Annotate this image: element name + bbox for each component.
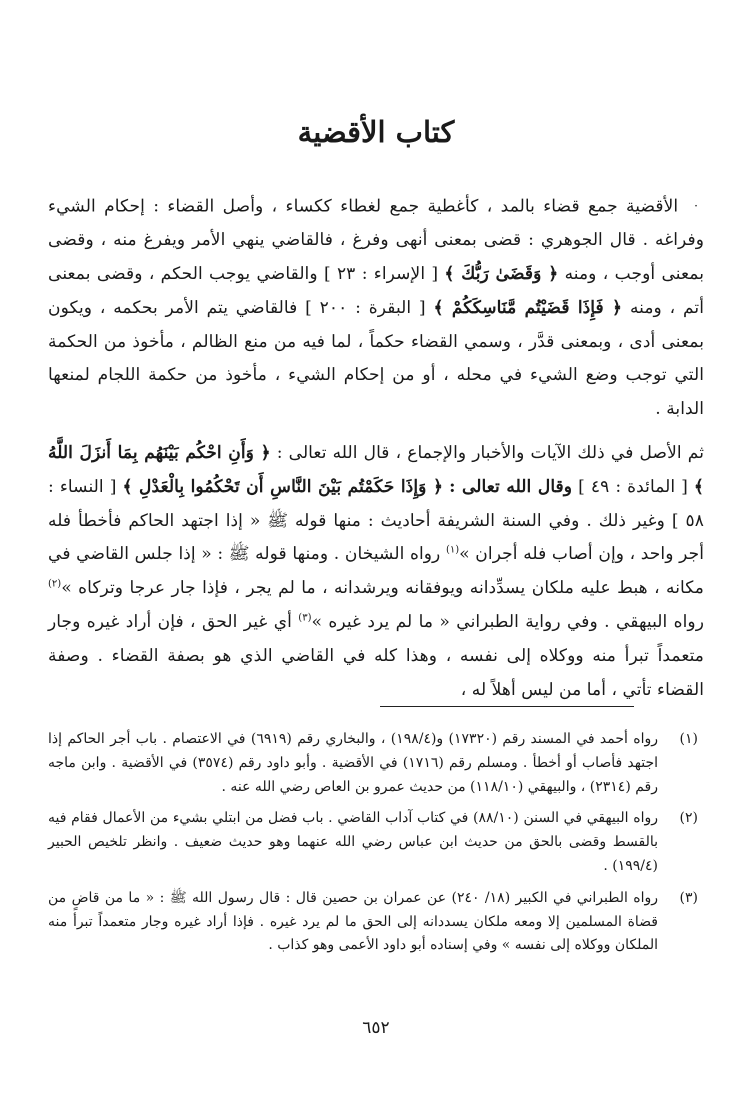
verse-reference: [ المائدة : ٤٩ ]	[578, 476, 688, 497]
verse-reference: [ البقرة : ٢٠٠ ]	[305, 297, 426, 318]
paragraph-definition	[48, 190, 704, 427]
text-segment: الأقضية جمع قضاء بالمد ، كأغطية جمع لغطاء ككساء ، وأصل القضاء : إحكام الشيء وفراغه . قال الجوهري : قضى بمعنى أنهى وفرغ ، فالقاضي ينهي الأمر ويفرغ منه ، وقضى بمعنى أوجب ، ومنه	[48, 196, 705, 284]
footnote-separator	[380, 706, 634, 707]
footnote-number: (٢)	[679, 810, 698, 827]
quran-verse: ﴿ وَإِذَا حَكَمْتُم بَيْنَ النَّاسِ أَن تَحْكُمُوا بِالْعَدْلِ ﴾	[122, 476, 444, 497]
paragraph-bullet: ·	[694, 199, 698, 213]
text-segment: وغير ذلك . وفي السنة الشريفة أحاديث : منها قوله ﷺ « إذا اجتهد الحاكم فأخطأ فله أجر واحد ، وإن أصاب فله أجران »	[48, 510, 704, 565]
footnotes	[48, 728, 704, 966]
footnote-1	[48, 728, 704, 799]
verse-reference: [ الإسراء : ٢٣ ]	[323, 264, 439, 284]
footnote-text: رواه الطبراني في الكبير (١٨/ ٢٤٠) عن عمران بن حصين قال : قال رسول الله ﷺ : « ما من قاضٍ من قضاة المسلمين إلا ومعه ملكان يسددانه إلى الحق ما لم يرد غيره . فإذا أراد غيره وجار متعمداً تبرأ منه الملكان ووكلاه إلى نفسه » وفي إسناده أبو داود الأعمى وهو كذاب .	[48, 889, 659, 954]
quran-verse: ﴿ فَإِذَا قَضَيْتُم مَّنَاسِكَكُمْ ﴾	[433, 297, 623, 318]
quran-verse: ﴿ وَقَضَىٰ رَبُّكَ ﴾	[444, 264, 559, 284]
text-segment: والقاضي يوجب الحكم ، وقضى بمعنى أتم ، ومنه	[48, 264, 704, 318]
footnote-text: رواه البيهقي في السنن (٨٨/١٠) في كتاب آداب القاضي . باب فضل من ابتلي بشيء من الأعمال فقام فيه بالقسط وقضى بالحق من حديث ابن عباس رضي الله عنهما وهو حديث ضعيف . وانظر تلخيص الحبير (١٩٩/٤) .	[48, 810, 658, 874]
text-segment: رواه الشيخان . ومنها قوله ﷺ : « إذا جلس القاضي في مكانه ، هبط عليه ملكان يسدِّدانه ويوفقانه ويرشدانه ، ما لم يجر ، فإذا جار عرجا وتركاه »	[48, 544, 704, 599]
text-segment: ثم الأصل في ذلك الآيات والأخبار والإجماع ، قال الله تعالى :	[276, 442, 704, 463]
chapter-title: كتاب الأقضية	[297, 115, 455, 149]
footnote-2	[48, 807, 704, 878]
main-text	[48, 190, 704, 707]
text-segment: وقال الله تعالى :	[449, 476, 573, 497]
paragraph-evidence	[48, 437, 704, 707]
page-number: ٦٥٢	[362, 1018, 390, 1038]
footnote-number: (٣)	[679, 889, 698, 906]
footnote-ref-2[interactable]: (٢)	[48, 578, 62, 590]
footnote-number: (١)	[679, 731, 698, 747]
text-segment: فالقاضي يتم الأمر بحكمه ، ويكون بمعنى أدى ، وبمعنى قدَّر ، وسمي القضاء حكماً ، لما فيه من منع الظالم ، مأخوذ من الحكمة التي توجب وضع الشيء في محله ، أو من إحكام الشيء ، مأخوذ من حكمة اللجام لمنعها الدابة .	[48, 297, 704, 420]
footnote-ref-3[interactable]: (٣)	[298, 612, 312, 624]
quran-verse: ﴿ وَأَنِ احْكُم بَيْنَهُم بِمَا أَنزَلَ اللَّهُ ﴾	[48, 442, 704, 497]
footnote-ref-1[interactable]: (١)	[445, 544, 460, 556]
verse-reference: [ النساء : ٥٨ ]	[48, 476, 704, 531]
text-segment: أي غير الحق ، فإن أراد غيره وجار متعمداً تبرأ منه ووكلاه إلى نفسه ، وهذا كله في القاضي الذي هو بصفة القضاء . وصفة القضاء تأتي ، أما من ليس أهلاً له ،	[48, 611, 704, 700]
footnote-3	[48, 887, 704, 958]
footnote-text: رواه أحمد في المسند رقم (١٧٣٢٠) و(١٩٨/٤) ، والبخاري رقم (٦٩١٩) في الاعتصام . باب أجر الحاكم إذا اجتهد فأصاب أو أخطأ . ومسلم رقم (١٧١٦) في الأقضية . وأبو داود رقم (٣٥٧٤) في الأقضية . وابن ماجه رقم (٢٣١٤) ، والبيهقي (١١٨/١٠) من حديث عمرو بن العاص رضي الله عنه .	[48, 731, 659, 795]
text-segment: رواه البيهقي . وفي رواية الطبراني « ما لم يرد غيره »	[311, 611, 704, 632]
